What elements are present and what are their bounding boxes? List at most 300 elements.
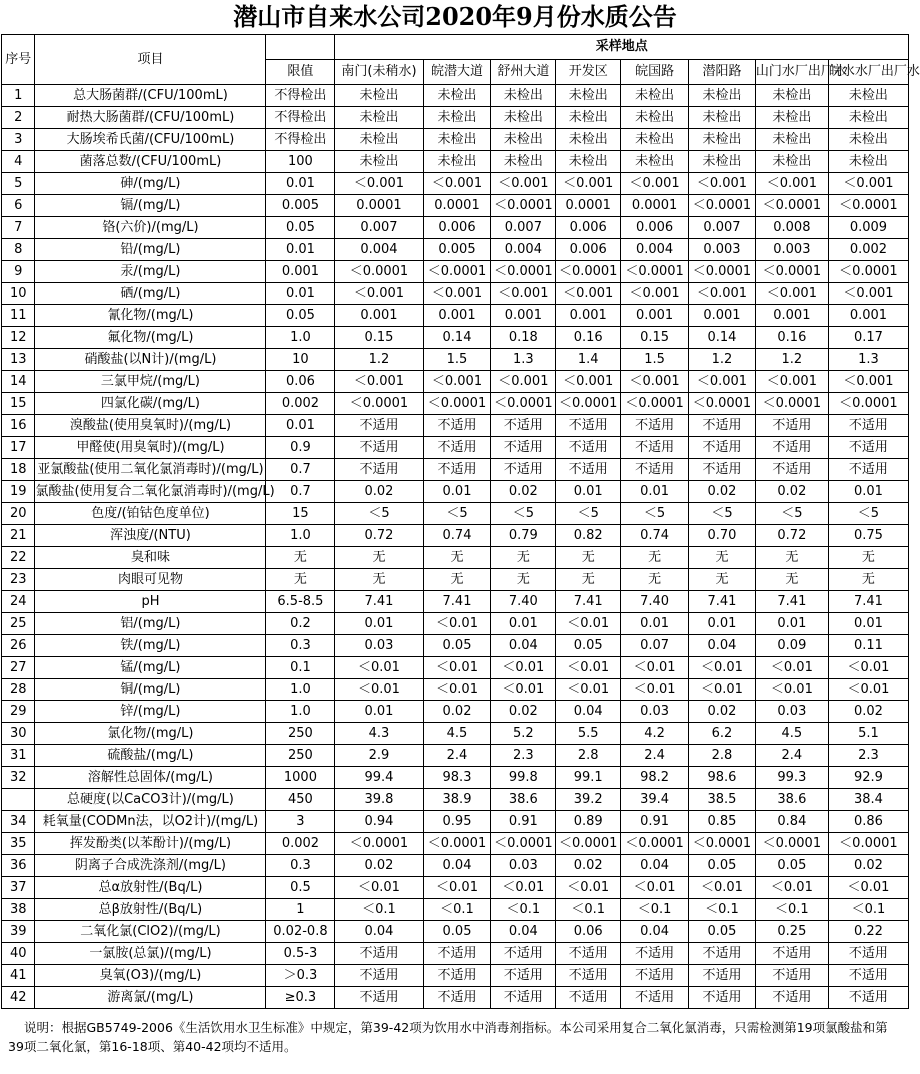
site-value: ＜0.001 xyxy=(556,371,621,393)
site-value: 无 xyxy=(828,569,908,591)
row-number: 31 xyxy=(2,745,35,767)
site-value: 0.82 xyxy=(556,525,621,547)
row-number: 39 xyxy=(2,921,35,943)
site-value: ＜0.1 xyxy=(556,899,621,921)
site-value: 1.4 xyxy=(556,349,621,371)
row-number: 15 xyxy=(2,393,35,415)
site-value: 4.5 xyxy=(755,723,828,745)
site-value: ＜5 xyxy=(335,503,423,525)
item-name: 肉眼可见物 xyxy=(35,569,266,591)
site-value: 0.95 xyxy=(423,811,491,833)
row-number: 22 xyxy=(2,547,35,569)
site-value: ＜0.01 xyxy=(828,657,908,679)
item-name: 臭氧(O3)/(mg/L) xyxy=(35,965,266,987)
item-name: 浑浊度/(NTU) xyxy=(35,525,266,547)
site-value: 2.4 xyxy=(755,745,828,767)
item-name: 氯化物/(mg/L) xyxy=(35,723,266,745)
site-value: 99.1 xyxy=(556,767,621,789)
site-value: 未检出 xyxy=(828,129,908,151)
site-value: ＜0.01 xyxy=(755,657,828,679)
site-value: 0.01 xyxy=(621,481,689,503)
limit-value: 0.02-0.8 xyxy=(266,921,335,943)
site-value: 1.3 xyxy=(828,349,908,371)
site-value: 不适用 xyxy=(828,459,908,481)
site-value: 未检出 xyxy=(491,107,556,129)
item-name: 铜/(mg/L) xyxy=(35,679,266,701)
site-value: 0.03 xyxy=(491,855,556,877)
site-value: 不适用 xyxy=(335,943,423,965)
site-value: 0.17 xyxy=(828,327,908,349)
limit-value: 0.01 xyxy=(266,239,335,261)
site-header: 潜阳路 xyxy=(689,60,756,85)
limit-value: 250 xyxy=(266,745,335,767)
site-value: 4.5 xyxy=(423,723,491,745)
row-number: 23 xyxy=(2,569,35,591)
row-number: 8 xyxy=(2,239,35,261)
site-value: 未检出 xyxy=(828,107,908,129)
limit-value: 0.01 xyxy=(266,173,335,195)
site-value: 不适用 xyxy=(621,965,689,987)
site-value: 38.6 xyxy=(755,789,828,811)
table-row xyxy=(2,547,909,569)
site-value: ＜0.01 xyxy=(621,657,689,679)
site-value: 未检出 xyxy=(621,129,689,151)
site-value: ＜0.1 xyxy=(755,899,828,921)
site-value: 0.05 xyxy=(689,921,756,943)
site-value: 未检出 xyxy=(423,85,491,107)
site-value: 98.2 xyxy=(621,767,689,789)
table-row xyxy=(2,195,909,217)
site-value: 0.005 xyxy=(423,239,491,261)
site-value: ＜0.001 xyxy=(689,283,756,305)
site-value: 0.007 xyxy=(335,217,423,239)
row-number: 38 xyxy=(2,899,35,921)
limit-value: 0.005 xyxy=(266,195,335,217)
site-value: ＜0.001 xyxy=(755,371,828,393)
site-value: ＜5 xyxy=(689,503,756,525)
site-value: ＜0.001 xyxy=(621,283,689,305)
site-value: ＜0.1 xyxy=(423,899,491,921)
site-value: ＜0.001 xyxy=(689,371,756,393)
site-value: 0.01 xyxy=(491,613,556,635)
row-number: 13 xyxy=(2,349,35,371)
table-row xyxy=(2,371,909,393)
limit-value: 0.2 xyxy=(266,613,335,635)
site-value: ＜0.001 xyxy=(828,283,908,305)
site-value: 无 xyxy=(755,569,828,591)
table-row xyxy=(2,723,909,745)
item-name: 锌/(mg/L) xyxy=(35,701,266,723)
site-value: ＜0.0001 xyxy=(755,393,828,415)
table-row xyxy=(2,481,909,503)
site-value: 未检出 xyxy=(556,151,621,173)
item-name: 铬(六价)/(mg/L) xyxy=(35,217,266,239)
table-row xyxy=(2,921,909,943)
site-value: 0.04 xyxy=(491,921,556,943)
site-value: 0.001 xyxy=(335,305,423,327)
site-value: 不适用 xyxy=(556,415,621,437)
site-value: 0.0001 xyxy=(621,195,689,217)
site-value: 未检出 xyxy=(335,107,423,129)
site-value: 0.04 xyxy=(335,921,423,943)
site-value: ＜0.001 xyxy=(491,283,556,305)
site-value: ＜0.001 xyxy=(556,173,621,195)
site-value: ＜0.0001 xyxy=(755,833,828,855)
limit-value: 1000 xyxy=(266,767,335,789)
site-value: ＜0.0001 xyxy=(621,393,689,415)
limit-value: 0.01 xyxy=(266,283,335,305)
site-value: ＜0.01 xyxy=(828,679,908,701)
site-value: ＜0.001 xyxy=(423,173,491,195)
item-name: 硒/(mg/L) xyxy=(35,283,266,305)
site-value: 0.003 xyxy=(689,239,756,261)
site-value: 1.2 xyxy=(335,349,423,371)
site-value: ＜5 xyxy=(621,503,689,525)
row-number: 25 xyxy=(2,613,35,635)
site-value: 0.02 xyxy=(491,481,556,503)
site-value: 0.01 xyxy=(556,481,621,503)
limit-value: 1.0 xyxy=(266,525,335,547)
site-value: 0.004 xyxy=(491,239,556,261)
item-name: pH xyxy=(35,591,266,613)
site-value: 39.2 xyxy=(556,789,621,811)
site-value: 0.18 xyxy=(491,327,556,349)
site-value: 0.02 xyxy=(556,855,621,877)
site-value: 0.02 xyxy=(491,701,556,723)
site-value: 0.0001 xyxy=(423,195,491,217)
site-value: ＜0.0001 xyxy=(689,833,756,855)
site-value: 1.2 xyxy=(755,349,828,371)
site-value: 不适用 xyxy=(335,415,423,437)
table-row xyxy=(2,305,909,327)
limit-value: 0.01 xyxy=(266,415,335,437)
site-value: 0.0001 xyxy=(335,195,423,217)
site-value: 0.001 xyxy=(491,305,556,327)
page-title: 潜山市自来水公司2020年9月份水质公告 xyxy=(233,2,677,31)
site-value: ＜0.01 xyxy=(556,877,621,899)
row-number: 41 xyxy=(2,965,35,987)
site-value: 0.03 xyxy=(621,701,689,723)
site-value: ＜5 xyxy=(755,503,828,525)
site-value: 0.04 xyxy=(621,855,689,877)
site-value: 38.9 xyxy=(423,789,491,811)
site-value: 不适用 xyxy=(828,987,908,1009)
site-value: 0.05 xyxy=(556,635,621,657)
site-header: 山门水厂出厂水 xyxy=(755,60,828,85)
table-row xyxy=(2,261,909,283)
site-value: 0.25 xyxy=(755,921,828,943)
site-value: ＜0.1 xyxy=(621,899,689,921)
site-value: 无 xyxy=(828,547,908,569)
site-value: 0.04 xyxy=(556,701,621,723)
site-value: ＜0.0001 xyxy=(491,833,556,855)
site-value: 不适用 xyxy=(423,943,491,965)
site-value: 5.2 xyxy=(491,723,556,745)
site-value: 不适用 xyxy=(689,987,756,1009)
limit-value: 250 xyxy=(266,723,335,745)
site-value: 0.14 xyxy=(689,327,756,349)
site-value: ＜0.01 xyxy=(556,679,621,701)
site-value: 0.01 xyxy=(335,701,423,723)
site-value: 0.001 xyxy=(828,305,908,327)
site-value: 7.41 xyxy=(755,591,828,613)
site-value: ＜0.0001 xyxy=(755,261,828,283)
item-name: 铅/(mg/L) xyxy=(35,239,266,261)
site-value: ＜0.01 xyxy=(335,657,423,679)
site-value: 2.4 xyxy=(423,745,491,767)
item-name: 硫酸盐/(mg/L) xyxy=(35,745,266,767)
table-row xyxy=(2,635,909,657)
table-row xyxy=(2,591,909,613)
site-value: ＜0.01 xyxy=(491,877,556,899)
site-value: 未检出 xyxy=(689,85,756,107)
site-value: 0.008 xyxy=(755,217,828,239)
item-name: 砷/(mg/L) xyxy=(35,173,266,195)
limit-value: 6.5-8.5 xyxy=(266,591,335,613)
table-row xyxy=(2,965,909,987)
site-value: 0.001 xyxy=(689,305,756,327)
site-value: ＜0.0001 xyxy=(689,393,756,415)
site-value: 0.04 xyxy=(423,855,491,877)
limit-value: 0.002 xyxy=(266,833,335,855)
site-value: 2.8 xyxy=(556,745,621,767)
site-value: 无 xyxy=(335,569,423,591)
table-row xyxy=(2,239,909,261)
site-value: 不适用 xyxy=(556,459,621,481)
site-value: 不适用 xyxy=(755,987,828,1009)
site-value: 0.05 xyxy=(755,855,828,877)
limit-value: 15 xyxy=(266,503,335,525)
site-value: ＜0.1 xyxy=(828,899,908,921)
site-value: 7.41 xyxy=(556,591,621,613)
site-value: 0.91 xyxy=(621,811,689,833)
site-value: 不适用 xyxy=(556,943,621,965)
site-value: 99.3 xyxy=(755,767,828,789)
site-value: 未检出 xyxy=(423,107,491,129)
limit-value: 0.5-3 xyxy=(266,943,335,965)
table-row xyxy=(2,657,909,679)
site-value: 不适用 xyxy=(755,965,828,987)
site-value: ＜0.01 xyxy=(689,679,756,701)
site-value: 7.41 xyxy=(335,591,423,613)
site-value: ＜0.0001 xyxy=(491,393,556,415)
item-name: 总α放射性/(Bq/L) xyxy=(35,877,266,899)
item-header: 项目 xyxy=(35,35,266,85)
table-row xyxy=(2,855,909,877)
site-value: ＜0.0001 xyxy=(828,261,908,283)
table-row xyxy=(2,569,909,591)
site-value: 99.4 xyxy=(335,767,423,789)
site-value: 未检出 xyxy=(755,151,828,173)
site-value: 未检出 xyxy=(491,129,556,151)
site-value: 0.006 xyxy=(556,239,621,261)
site-value: ＜0.0001 xyxy=(335,393,423,415)
site-value: ＜0.001 xyxy=(828,173,908,195)
site-value: 无 xyxy=(335,547,423,569)
table-row xyxy=(2,503,909,525)
site-header: 南门(未稍水) xyxy=(335,60,423,85)
item-name: 挥发酚类(以苯酚计)/(mg/L) xyxy=(35,833,266,855)
site-value: 38.6 xyxy=(491,789,556,811)
site-value: ＜0.0001 xyxy=(689,261,756,283)
water-quality-table xyxy=(1,34,920,1009)
site-value: 不适用 xyxy=(828,943,908,965)
site-value: 0.02 xyxy=(689,701,756,723)
site-value: ＜0.01 xyxy=(556,613,621,635)
site-value: 6.2 xyxy=(689,723,756,745)
limit-value: 450 xyxy=(266,789,335,811)
site-value: 不适用 xyxy=(335,965,423,987)
site-value: 0.0001 xyxy=(556,195,621,217)
site-value: 2.4 xyxy=(621,745,689,767)
item-name: 氯酸盐(使用复合二氧化氯消毒时)/(mg/L) xyxy=(35,481,266,503)
row-number: 6 xyxy=(2,195,35,217)
site-value: 无 xyxy=(491,569,556,591)
site-value: 0.16 xyxy=(755,327,828,349)
site-value: 98.6 xyxy=(689,767,756,789)
site-value: 0.75 xyxy=(828,525,908,547)
item-name: 铝/(mg/L) xyxy=(35,613,266,635)
row-number: 26 xyxy=(2,635,35,657)
item-name: 二氧化氯(ClO2)/(mg/L) xyxy=(35,921,266,943)
site-value: 无 xyxy=(556,547,621,569)
item-name: 色度/(铂钴色度单位) xyxy=(35,503,266,525)
site-value: 0.001 xyxy=(755,305,828,327)
site-value: ＜0.001 xyxy=(423,371,491,393)
site-value: 不适用 xyxy=(556,987,621,1009)
site-value: 98.3 xyxy=(423,767,491,789)
site-value: 0.15 xyxy=(335,327,423,349)
site-value: 不适用 xyxy=(621,459,689,481)
row-number: 32 xyxy=(2,767,35,789)
site-value: 未检出 xyxy=(755,129,828,151)
site-value: 不适用 xyxy=(828,965,908,987)
site-value: 5.5 xyxy=(556,723,621,745)
table-row xyxy=(2,85,909,107)
row-number: 14 xyxy=(2,371,35,393)
site-value: 未检出 xyxy=(621,85,689,107)
site-value: 无 xyxy=(689,547,756,569)
limit-value: 不得检出 xyxy=(266,129,335,151)
site-value: 0.004 xyxy=(621,239,689,261)
limit-value: 0.7 xyxy=(266,481,335,503)
site-value: 0.72 xyxy=(335,525,423,547)
site-value: 未检出 xyxy=(556,107,621,129)
limit-value: 3 xyxy=(266,811,335,833)
row-number: 28 xyxy=(2,679,35,701)
row-number: 12 xyxy=(2,327,35,349)
row-number: 10 xyxy=(2,283,35,305)
limit-value: 0.002 xyxy=(266,393,335,415)
limit-value: ≥0.3 xyxy=(266,987,335,1009)
table-row xyxy=(2,129,909,151)
site-value: 2.3 xyxy=(491,745,556,767)
item-name: 锰/(mg/L) xyxy=(35,657,266,679)
row-number: 21 xyxy=(2,525,35,547)
site-value: 0.70 xyxy=(689,525,756,547)
site-value: 39.4 xyxy=(621,789,689,811)
site-value: 0.07 xyxy=(621,635,689,657)
site-value: ＜0.01 xyxy=(828,877,908,899)
site-value: 未检出 xyxy=(621,151,689,173)
site-value: 0.02 xyxy=(423,701,491,723)
item-name: 游离氯/(mg/L) xyxy=(35,987,266,1009)
site-value: 7.41 xyxy=(423,591,491,613)
site-value: 1.2 xyxy=(689,349,756,371)
row-number: 20 xyxy=(2,503,35,525)
site-value: 不适用 xyxy=(689,415,756,437)
site-value: 不适用 xyxy=(423,987,491,1009)
limit-value: 1 xyxy=(266,899,335,921)
site-value: 2.3 xyxy=(828,745,908,767)
site-value: 不适用 xyxy=(491,459,556,481)
site-value: 不适用 xyxy=(423,415,491,437)
site-value: ＜0.1 xyxy=(689,899,756,921)
site-value: 不适用 xyxy=(491,415,556,437)
site-value: ＜0.01 xyxy=(556,657,621,679)
site-value: 未检出 xyxy=(828,85,908,107)
site-value: 0.004 xyxy=(335,239,423,261)
site-header: 皖水水厂出厂水 xyxy=(828,60,908,85)
site-value: ＜0.1 xyxy=(491,899,556,921)
site-value: ＜0.001 xyxy=(335,173,423,195)
site-value: 2.9 xyxy=(335,745,423,767)
site-value: ＜5 xyxy=(556,503,621,525)
table-row xyxy=(2,415,909,437)
site-value: 92.9 xyxy=(828,767,908,789)
site-value: ＜0.0001 xyxy=(828,833,908,855)
row-number: 9 xyxy=(2,261,35,283)
table-row xyxy=(2,283,909,305)
item-name: 总硬度(以CaCO3计)/(mg/L) xyxy=(35,789,266,811)
table-row xyxy=(2,833,909,855)
site-value: ＜0.0001 xyxy=(423,393,491,415)
row-number: 17 xyxy=(2,437,35,459)
site-header: 皖国路 xyxy=(621,60,689,85)
table-row xyxy=(2,393,909,415)
site-value: 未检出 xyxy=(556,85,621,107)
table-row xyxy=(2,877,909,899)
site-value: 0.006 xyxy=(556,217,621,239)
site-value: ＜0.001 xyxy=(423,283,491,305)
site-value: ＜0.1 xyxy=(335,899,423,921)
sites-group-header: 采样地点 xyxy=(335,35,909,60)
limit-value: 0.05 xyxy=(266,305,335,327)
row-number: 11 xyxy=(2,305,35,327)
site-value: ＜0.0001 xyxy=(335,833,423,855)
site-value: ＜5 xyxy=(828,503,908,525)
site-value: ＜0.0001 xyxy=(556,261,621,283)
site-value: ＜0.0001 xyxy=(335,261,423,283)
site-value: 0.007 xyxy=(689,217,756,239)
row-number: 30 xyxy=(2,723,35,745)
site-value: 不适用 xyxy=(755,437,828,459)
site-value: 0.01 xyxy=(755,613,828,635)
limit-value: 0.3 xyxy=(266,635,335,657)
item-name: 四氯化碳/(mg/L) xyxy=(35,393,266,415)
site-value: ＜0.01 xyxy=(755,679,828,701)
limit-value: 1.0 xyxy=(266,327,335,349)
site-value: 0.001 xyxy=(621,305,689,327)
item-name: 氰化物/(mg/L) xyxy=(35,305,266,327)
site-value: ＜5 xyxy=(423,503,491,525)
limit-value: 0.06 xyxy=(266,371,335,393)
item-name: 阴离子合成洗涤剂/(mg/L) xyxy=(35,855,266,877)
site-value: ＜0.0001 xyxy=(491,195,556,217)
site-value: 未检出 xyxy=(491,85,556,107)
site-value: 1.5 xyxy=(621,349,689,371)
site-value: ＜0.001 xyxy=(755,173,828,195)
